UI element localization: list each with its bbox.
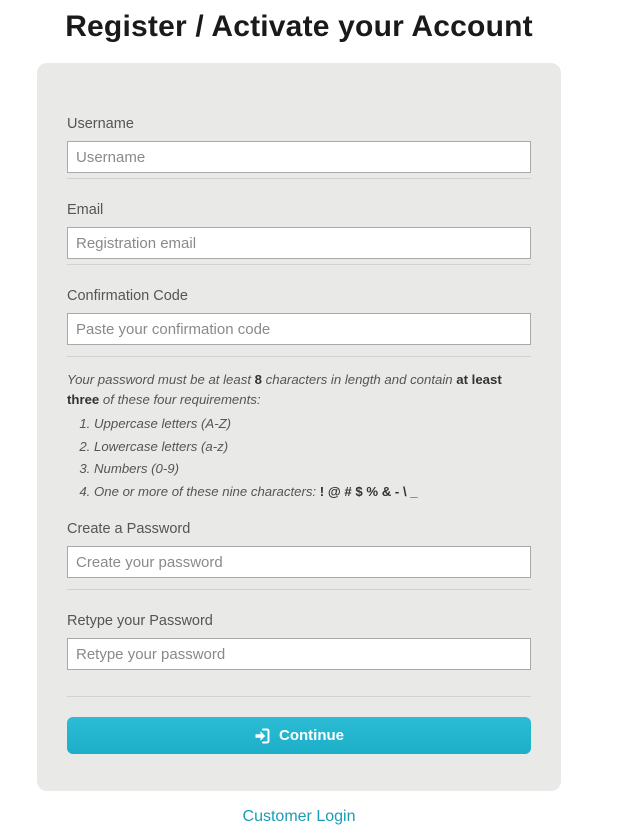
special-characters: ! @ # $ % & - \ _ [319, 483, 418, 499]
requirement-item [94, 413, 533, 436]
confirmation-code-label: Confirmation Code [67, 288, 188, 304]
requirement-text: Lowercase letters (a-z) [94, 438, 229, 454]
retype-password-input[interactable] [67, 638, 531, 670]
requirement-item [94, 436, 533, 459]
email-input[interactable] [67, 227, 531, 259]
rules-min-length: 8 [254, 372, 262, 387]
requirement-text: One or more of these nine characters: [94, 483, 320, 499]
divider [67, 264, 531, 265]
requirement-item [94, 458, 533, 481]
rules-at-least-three: at least three [67, 372, 502, 407]
rules-text: Your password must be at least [67, 372, 255, 387]
requirement-text: Uppercase letters (A-Z) [94, 416, 232, 431]
divider [67, 178, 531, 179]
requirements-list [67, 413, 533, 503]
rules-text: characters in length and contain [262, 372, 457, 387]
username-label: Username [67, 116, 134, 132]
requirement-item [94, 481, 533, 504]
requirement-text: Numbers (0-9) [94, 461, 180, 476]
divider [67, 696, 531, 697]
divider [67, 356, 531, 357]
create-password-input[interactable] [67, 546, 531, 578]
password-requirements [67, 370, 533, 503]
continue-button[interactable] [67, 717, 531, 754]
registration-form [37, 63, 561, 791]
page-title: Register / Activate your Account [65, 10, 533, 43]
password-requirements-intro [67, 370, 533, 410]
customer-login-link[interactable]: Customer Login [242, 808, 356, 825]
rules-text: of these four requirements: [99, 392, 261, 407]
continue-label: Continue [279, 727, 344, 744]
retype-password-label: Retype your Password [67, 613, 213, 629]
email-label: Email [67, 202, 104, 218]
confirmation-code-input[interactable] [67, 313, 531, 345]
create-password-label: Create a Password [67, 521, 191, 537]
divider [67, 589, 531, 590]
login-arrow-icon [254, 728, 270, 744]
username-input[interactable] [67, 141, 531, 173]
